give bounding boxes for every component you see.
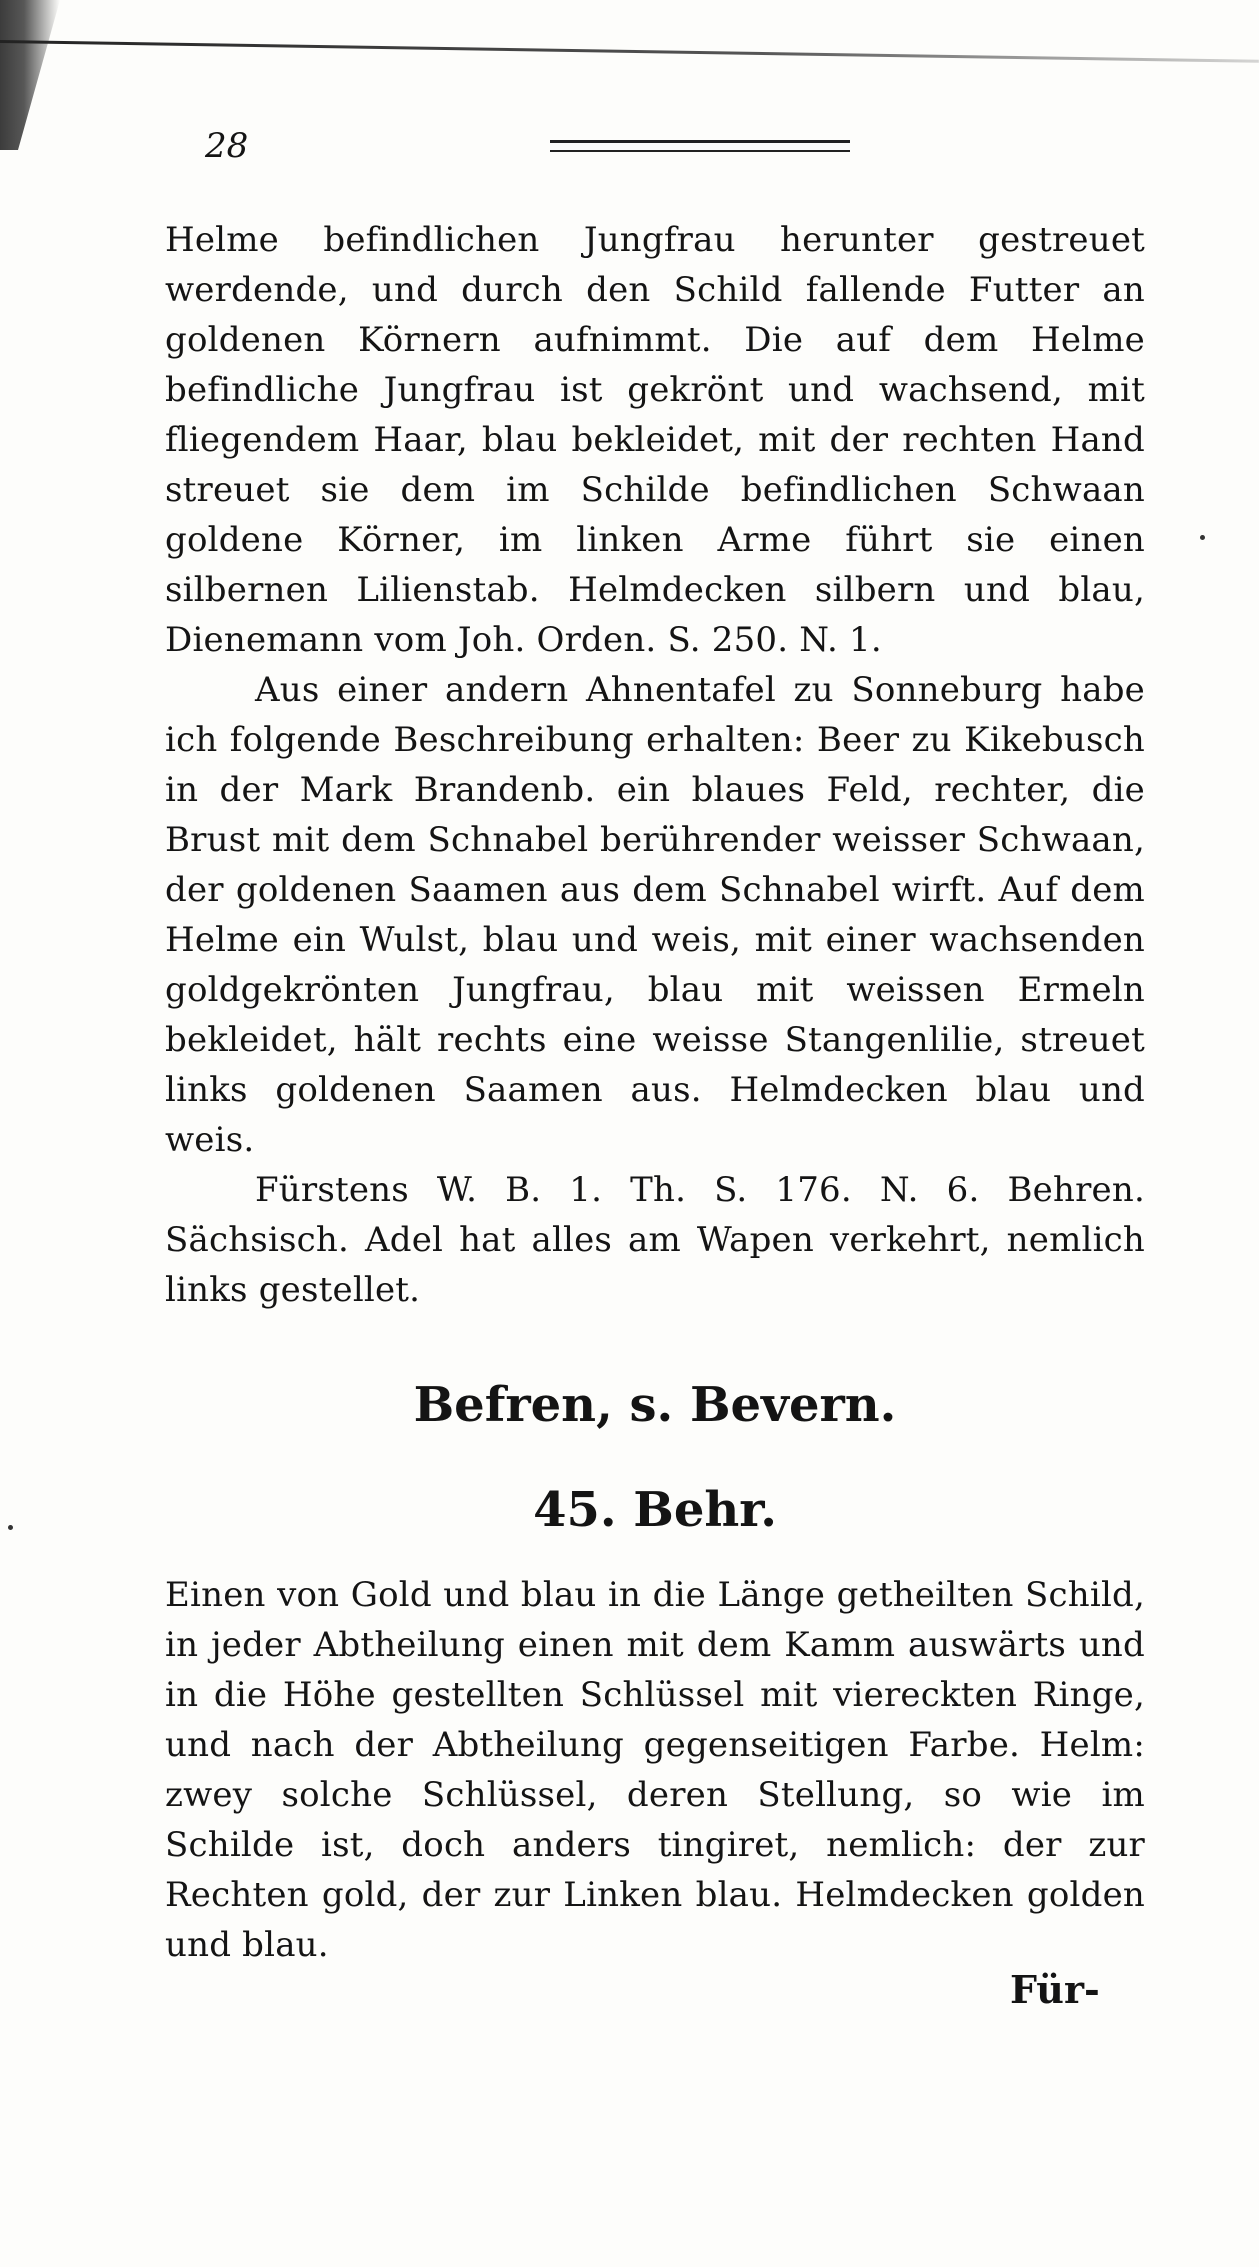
page-header [205,118,1045,168]
scan-shadow-edge [0,0,60,150]
heading-befren: Befren, s. Bevern. [413,1377,897,1433]
catchword: Für- [1010,1967,1100,2012]
scan-top-border [0,40,1259,63]
page-number: 28 [205,126,249,166]
paragraph-helm-description: Helme befindlichen Jungfrau herunter gestreuet werdende, und durch den Schild fallende Futter an goldenen Körnern aufnimmt. Die auf dem Helme befindliche Jungfrau ist gekrönt und wachsend, mit fliegendem Haar, blau bekleidet, mit der rechten Hand streuet sie dem im Schilde befindlichen Schwaan goldene Körner, im linken Arme führt sie einen silbernen Lilienstab. Helmdecken silbern und blau, Dienemann vom Joh. Orden. S. 250. N. 1. [165,220,1145,660]
heading-behr: 45. Behr. [533,1482,777,1538]
ink-speck [1200,535,1205,540]
paragraph-behr-blazon: Einen von Gold und blau in die Länge getheilten Schild, in jeder Abtheilung einen mit dem Kamm auswärts und in die Höhe gestellten Schlüssel mit viereckten Ringe, und nach der Abtheilung gegenseitigen Farbe. Helm: zwey solche Schlüssel, deren Stellung, so wie im Schilde ist, doch anders tingiret, nemlich: der zur Rechten gold, der zur Linken blau. Helmdecken golden und blau. [165,1575,1145,1965]
header-ornament-rule [550,140,850,152]
paragraph-ahnentafel: Aus einer andern Ahnentafel zu Sonneburg habe ich folgende Beschreibung erhalten: Beer zu Kikebusch in der Mark Brandenb. ein blaues Feld, rechter, die Brust mit dem Schnabel berührender weisser Schwaan, der goldenen Saamen aus dem Schnabel wirft. Auf dem Helme ein Wulst, blau und weis, mit einer wachsenden goldgekrönten Jungfrau, blau mit weissen Ermeln bekleidet, hält rechts eine weisse Stangenlilie, streuet links goldenen Saamen aus. Helmdecken blau und weis. [165,670,1145,1160]
ink-speck [8,1525,13,1530]
paragraph-fuerstens-reference: Fürstens W. B. 1. Th. S. 176. N. 6. Behren. Sächsisch. Adel hat alles am Wapen verkehrt, nemlich links gestellet. [165,1170,1145,1310]
